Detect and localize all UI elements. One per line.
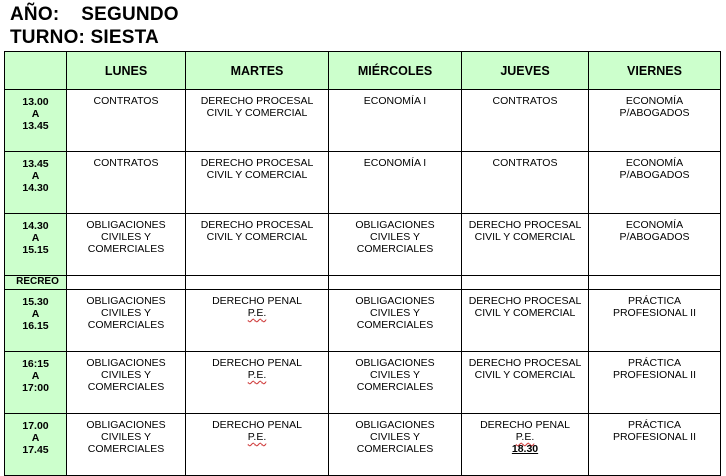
time-slot-line: 14.30 — [22, 182, 49, 194]
subject-name-line: DERECHO PROCESAL — [200, 95, 314, 107]
time-slot-row — [5, 152, 721, 214]
time-slot-line: A — [31, 232, 40, 244]
subject-note: P.E. — [247, 369, 267, 381]
time-slot-line: A — [31, 308, 40, 320]
subject-name-line: CONTRATOS — [93, 157, 159, 169]
recreo-row — [5, 276, 721, 290]
subject-name-line: OBLIGACIONES — [86, 357, 166, 369]
subject-cell-jueves — [462, 352, 589, 414]
time-slot-line: 13.00 — [22, 96, 49, 108]
time-slot-line: 14.30 — [22, 220, 49, 232]
time-slot-line: 15.15 — [22, 244, 49, 256]
subject-name-line: PRÁCTICA — [627, 357, 682, 369]
subject-name-line: CIVILES Y — [101, 231, 151, 243]
subject-name-line: DERECHO PENAL — [212, 295, 302, 307]
subject-name-line: CIVILES Y — [101, 431, 151, 443]
subject-cell-jueves — [462, 90, 589, 152]
shift-heading: TURNO: SIESTA — [10, 27, 159, 48]
subject-name-line: PROFESIONAL II — [612, 307, 697, 319]
subject-name-line: CIVILES Y — [101, 307, 151, 319]
subject-name-line: COMERCIALES — [356, 243, 434, 255]
time-slot-row — [5, 214, 721, 276]
subject-cell-miercoles — [329, 352, 462, 414]
subject-name-line: DERECHO PENAL — [212, 419, 302, 431]
subject-cell-miercoles — [329, 214, 462, 276]
subject-cell-lunes — [67, 414, 186, 476]
subject-name-line: OBLIGACIONES — [86, 419, 166, 431]
subject-name-line: CONTRATOS — [492, 157, 558, 169]
subject-name-line: CIVIL Y COMERCIAL — [474, 231, 576, 243]
subject-name-line: COMERCIALES — [87, 243, 165, 255]
time-slot-line: A — [31, 370, 40, 382]
subject-name-line: CIVILES Y — [370, 431, 420, 443]
subject-name-line: OBLIGACIONES — [86, 219, 166, 231]
time-slot-row — [5, 414, 721, 476]
time-slot-line: 15.30 — [22, 296, 49, 308]
subject-note: P.E. — [247, 307, 267, 319]
time-slot-line: 17.00 — [22, 420, 49, 432]
day-header-jueves: JUEVES — [462, 52, 589, 90]
subject-name-line: OBLIGACIONES — [355, 419, 435, 431]
subject-name-line: CONTRATOS — [93, 95, 159, 107]
time-slot-line: A — [31, 432, 40, 444]
subject-name-line: DERECHO PROCESAL — [468, 219, 582, 231]
recreo-empty-cell — [589, 276, 721, 290]
subject-name-line: OBLIGACIONES — [355, 219, 435, 231]
subject-name-line: ECONOMÍA I — [363, 95, 427, 107]
subject-name-line: PROFESIONAL II — [612, 431, 697, 443]
time-slot-line: 17.45 — [22, 444, 49, 456]
subject-cell-lunes — [67, 290, 186, 352]
subject-name-line: ECONOMÍA — [625, 157, 684, 169]
subject-name-line: COMERCIALES — [87, 381, 165, 393]
subject-name-line: CONTRATOS — [492, 95, 558, 107]
subject-cell-martes — [186, 352, 329, 414]
subject-name-line: DERECHO PROCESAL — [468, 357, 582, 369]
subject-cell-martes — [186, 214, 329, 276]
header-row — [5, 52, 721, 90]
subject-name-line: COMERCIALES — [356, 443, 434, 455]
subject-name-line: CIVIL Y COMERCIAL — [206, 169, 308, 181]
time-slot-row — [5, 352, 721, 414]
subject-name-line: CIVIL Y COMERCIAL — [474, 307, 576, 319]
time-slot-cell — [5, 214, 67, 276]
subject-name-line: COMERCIALES — [87, 319, 165, 331]
day-header-viernes: VIERNES — [589, 52, 721, 90]
subject-cell-lunes — [67, 352, 186, 414]
day-header-martes: MARTES — [186, 52, 329, 90]
subject-name-line: ECONOMÍA — [625, 95, 684, 107]
subject-cell-jueves — [462, 152, 589, 214]
subject-name-line: PRÁCTICA — [627, 419, 682, 431]
subject-name-line: CIVIL Y COMERCIAL — [474, 369, 576, 381]
time-slot-cell — [5, 290, 67, 352]
recreo-empty-cell — [186, 276, 329, 290]
recreo-empty-cell — [67, 276, 186, 290]
time-slot-cell — [5, 152, 67, 214]
subject-cell-viernes — [589, 152, 721, 214]
subject-cell-viernes — [589, 414, 721, 476]
subject-name-line: PRÁCTICA — [627, 295, 682, 307]
corner-cell — [5, 52, 67, 90]
subject-cell-jueves — [462, 414, 589, 476]
subject-name-line: CIVILES Y — [101, 369, 151, 381]
subject-name-line: DERECHO PROCESAL — [200, 219, 314, 231]
time-slot-line: 17:00 — [22, 382, 49, 394]
subject-name-line: OBLIGACIONES — [355, 295, 435, 307]
subject-note: P.E. — [515, 431, 535, 443]
subject-note: P.E. — [247, 431, 267, 443]
day-header-miercoles: MIÉRCOLES — [329, 52, 462, 90]
subject-name-line: PROFESIONAL II — [612, 369, 697, 381]
subject-name-line: CIVILES Y — [370, 231, 420, 243]
time-slot-cell — [5, 90, 67, 152]
time-slot-line: A — [31, 108, 40, 120]
subject-name-line: CIVILES Y — [370, 307, 420, 319]
subject-cell-miercoles — [329, 414, 462, 476]
recreo-empty-cell — [329, 276, 462, 290]
time-slot-row — [5, 290, 721, 352]
subject-cell-jueves — [462, 290, 589, 352]
subject-cell-martes — [186, 414, 329, 476]
time-slot-cell — [5, 414, 67, 476]
time-slot-line: 16.15 — [22, 320, 49, 332]
subject-cell-martes — [186, 152, 329, 214]
time-slot-row — [5, 90, 721, 152]
subject-cell-martes — [186, 290, 329, 352]
subject-cell-viernes — [589, 290, 721, 352]
subject-cell-lunes — [67, 90, 186, 152]
time-slot-cell — [5, 352, 67, 414]
subject-name-line: COMERCIALES — [87, 443, 165, 455]
recreo-label: RECREO — [5, 276, 67, 290]
subject-cell-martes — [186, 90, 329, 152]
subject-name-line: ECONOMÍA — [625, 219, 684, 231]
subject-cell-viernes — [589, 352, 721, 414]
subject-cell-lunes — [67, 214, 186, 276]
subject-name-line: DERECHO PROCESAL — [200, 157, 314, 169]
subject-name-line: ECONOMÍA I — [363, 157, 427, 169]
subject-name-line: COMERCIALES — [356, 319, 434, 331]
subject-name-line: COMERCIALES — [356, 381, 434, 393]
subject-cell-miercoles — [329, 90, 462, 152]
subject-name-line: P/ABOGADOS — [619, 107, 690, 119]
subject-cell-lunes — [67, 152, 186, 214]
subject-name-line: DERECHO PROCESAL — [468, 295, 582, 307]
time-slot-line: 16:15 — [22, 358, 49, 370]
time-slot-line: 13.45 — [22, 158, 49, 170]
subject-cell-viernes — [589, 214, 721, 276]
subject-name-line: OBLIGACIONES — [86, 295, 166, 307]
subject-name-line: DERECHO PENAL — [480, 419, 570, 431]
schedule-table — [4, 51, 721, 476]
schedule-body — [5, 52, 721, 476]
day-header-lunes: LUNES — [67, 52, 186, 90]
subject-name-line: P/ABOGADOS — [619, 169, 690, 181]
subject-cell-miercoles — [329, 152, 462, 214]
time-slot-line: A — [31, 170, 40, 182]
year-heading: AÑO: SEGUNDO — [10, 4, 179, 25]
time-slot-line: 13.45 — [22, 120, 49, 132]
recreo-empty-cell — [462, 276, 589, 290]
subject-name-line: P/ABOGADOS — [619, 231, 690, 243]
subject-name-line: DERECHO PENAL — [212, 357, 302, 369]
subject-cell-jueves — [462, 214, 589, 276]
subject-name-line: CIVILES Y — [370, 369, 420, 381]
subject-cell-viernes — [589, 90, 721, 152]
subject-name-line: CIVIL Y COMERCIAL — [206, 231, 308, 243]
subject-name-line: CIVIL Y COMERCIAL — [206, 107, 308, 119]
subject-name-line: OBLIGACIONES — [355, 357, 435, 369]
end-time-note: 18.30 — [511, 443, 539, 455]
subject-cell-miercoles — [329, 290, 462, 352]
